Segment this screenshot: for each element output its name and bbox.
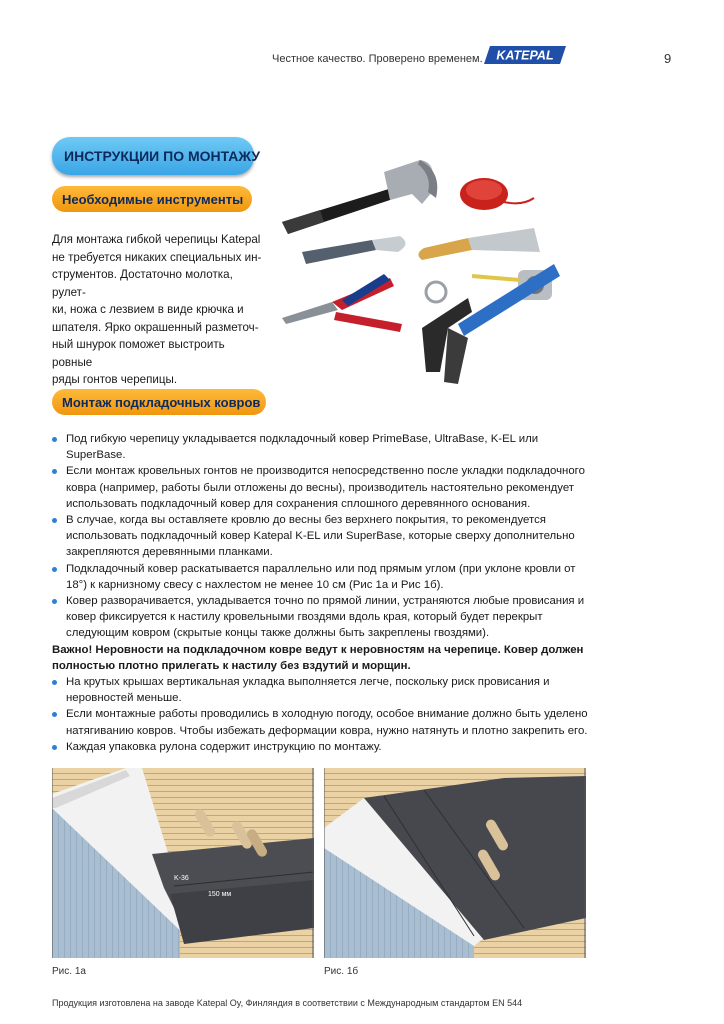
- intro-line: Для монтажа гибкой черепицы Katepal: [52, 233, 261, 246]
- k36-label: K-36: [174, 875, 189, 882]
- figure-1b-illustration: [324, 768, 586, 958]
- tools-section-title: Необходимые инструменты: [52, 186, 252, 212]
- list-item: Под гибкую черепицу укладывается подкладочный ковер PrimeBase, UltraBase, K-EL или SuperBase.: [52, 431, 598, 463]
- footer-note: Продукция изготовлена на заводе Katepal Oy, Финляндия в соответствии с Международным стандартом EN 544: [52, 998, 523, 1008]
- tools-photo: [272, 152, 562, 392]
- overlap-150mm-label: 150 мм: [208, 891, 232, 898]
- intro-line: шпателя. Ярко окрашенный разметоч-: [52, 320, 259, 334]
- list-item: Если монтажные работы проводились в холодную погоду, особое внимание должно быть уделено натягиванию ковров. Чтобы избежать деформации ковра, нужно натянуть и плотно закрепить его.: [52, 706, 598, 738]
- intro-line: ки, ножа с лезвием в виде крючка и: [52, 303, 244, 316]
- page-number: 9: [664, 51, 672, 66]
- tin-snips-illustration: [282, 274, 402, 332]
- header-tagline: Честное качество. Проверено временем.: [272, 53, 483, 65]
- caulking-gun-illustration: [422, 264, 560, 384]
- list-item: Ковер разворачивается, укладывается точно по прямой линии, устраняются любые провисания и ковер фиксируется к настилу кровельными гвоздями вдоль края, который будет перекрыт следующим ковром (скрытые концы также должны быть закреплены гвоздями).: [52, 593, 598, 642]
- hook-knife-illustration: [302, 236, 406, 264]
- list-item: Если монтаж кровельных гонтов не производится непосредственно после укладки подкладочного ковра (например, работы были отложены до весны), производитель настоятельно рекомендует использовать подкладочный ковер для сохранения сплошного деревянного основания.: [52, 463, 598, 512]
- figure-1a-illustration: [52, 768, 314, 958]
- intro-line: струментов. Достаточно молотка, рулет-: [52, 268, 233, 299]
- intro-line: не требуется никаких специальных ин-: [52, 250, 262, 264]
- intro-line: ный шнурок поможет выстроить ровные: [52, 338, 225, 369]
- important-note: Важно! Неровности на подкладочном ковре ведут к неровностям на черепице. Ковер должен полностью плотно прилегать к настилу без вздутий и морщин.: [52, 643, 584, 672]
- intro-line: ряды гонтов черепицы.: [52, 373, 178, 386]
- katepal-logo: [484, 46, 566, 64]
- list-item: Каждая упаковка рулона содержит инструкцию по монтажу.: [52, 739, 598, 755]
- tools-intro-text: [52, 231, 262, 389]
- mount-section-title: Монтаж подкладочных ковров: [52, 389, 266, 415]
- list-item: На крутых крышах вертикальная укладка выполняется легче, поскольку риск провисания и неровностей меньше.: [52, 674, 598, 706]
- instruction-list: [52, 431, 598, 755]
- logo-text: KATEPAL: [496, 48, 554, 63]
- figure-1b-caption: Рис. 1б: [324, 966, 359, 977]
- list-item: Подкладочный ковер раскатывается параллельно или под прямым углом (при уклоне кровли от 18°) к карнизному свесу с нахлестом не менее 10 см (Рис 1а и Рис 1б).: [52, 561, 598, 593]
- hammer-illustration: [282, 160, 437, 234]
- figure-1a-caption: Рис. 1а: [52, 966, 86, 977]
- main-section-title: ИНСТРУКЦИИ ПО МОНТАЖУ: [52, 137, 254, 175]
- chalk-line-spool-illustration: [460, 178, 534, 210]
- spatula-illustration: [418, 228, 540, 260]
- list-item: В случае, когда вы оставляете кровлю до весны без верхнего покрытия, то рекомендуется использовать подкладочный ковер Katepal K-EL или SuperBase, которые сверху дополнительно закрепляются деревянными планками.: [52, 512, 598, 561]
